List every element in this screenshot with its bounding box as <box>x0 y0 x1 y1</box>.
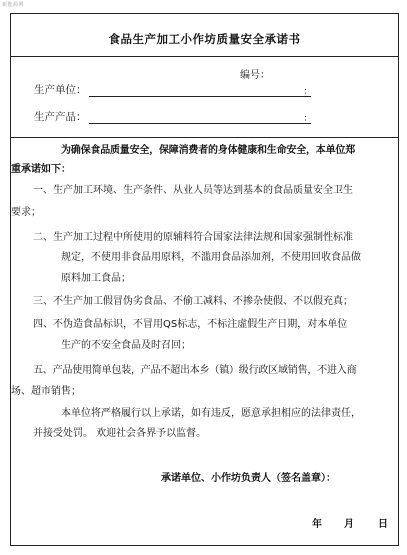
closing-line-2: 并接受处罚。 欢迎社会各界予以监督。 <box>33 428 207 439</box>
divider-middle <box>11 137 398 138</box>
production-product-end-mark: ： <box>303 114 313 124</box>
divider-top <box>11 56 398 57</box>
item-1-line-2: 要求； <box>11 207 41 218</box>
intro-line-2: 重承诺如下： <box>11 164 71 175</box>
production-product-label: 生产产品： <box>34 111 87 123</box>
production-unit-end-mark: ： <box>303 87 313 97</box>
document-title: 食品生产加工小作坊质量安全承诺书 <box>108 32 301 46</box>
item-2-line-2: 规定，不使用非食品用原料，不滥用食品添加剂，不使用回收食品做 <box>61 252 361 263</box>
signature-line: 承诺单位、小作坊负责人（签名盖章）： <box>161 473 336 484</box>
item-3: 三、不生产加工假冒伪劣食品、不偷工减料、不掺杂使假、不以假充真； <box>33 296 353 307</box>
production-unit-label: 生产单位： <box>34 84 87 96</box>
production-product-field <box>34 109 311 124</box>
serial-number-label: 编号： <box>240 70 270 81</box>
commitment-form <box>10 13 399 546</box>
item-2-line-1: 二、生产加工过程中所使用的原辅料符合国家法律法规和国家强制性标准 <box>33 232 353 243</box>
item-5-line-1: 五、产品使用简单包装，产品不超出本乡（镇）级行政区域销售，不进入商 <box>33 365 357 376</box>
intro-line-1: 为确保食品质量安全，保障消费者的身体健康和生命安全，本单位郑 <box>61 145 355 156</box>
date-year: 年 <box>312 519 322 530</box>
item-4-line-1: 四、不伪造食品标识，不冒用QS标志，不标注虚假生产日期，对本单位 <box>33 319 348 330</box>
item-5-line-2: 场、超市销售； <box>11 386 81 397</box>
date-month: 月 <box>344 519 354 530</box>
production-unit-field <box>34 82 311 97</box>
production-unit-input[interactable] <box>89 85 311 97</box>
item-2-line-3: 原料加工食品； <box>61 273 131 284</box>
production-product-input[interactable] <box>89 112 311 124</box>
date-day: 日 <box>378 519 388 530</box>
item-1-line-1: 一、生产加工环境、生产条件、从业人员等达到基本的食品质量安全卫生 <box>33 185 353 196</box>
closing-line-1: 本单位将严格履行以上承诺，如有违反，愿意承担相应的法律责任， <box>61 408 361 419</box>
item-4-line-2: 生产的不安全食品及时召回； <box>61 340 191 351</box>
watermark: 新能源网 <box>2 2 25 8</box>
